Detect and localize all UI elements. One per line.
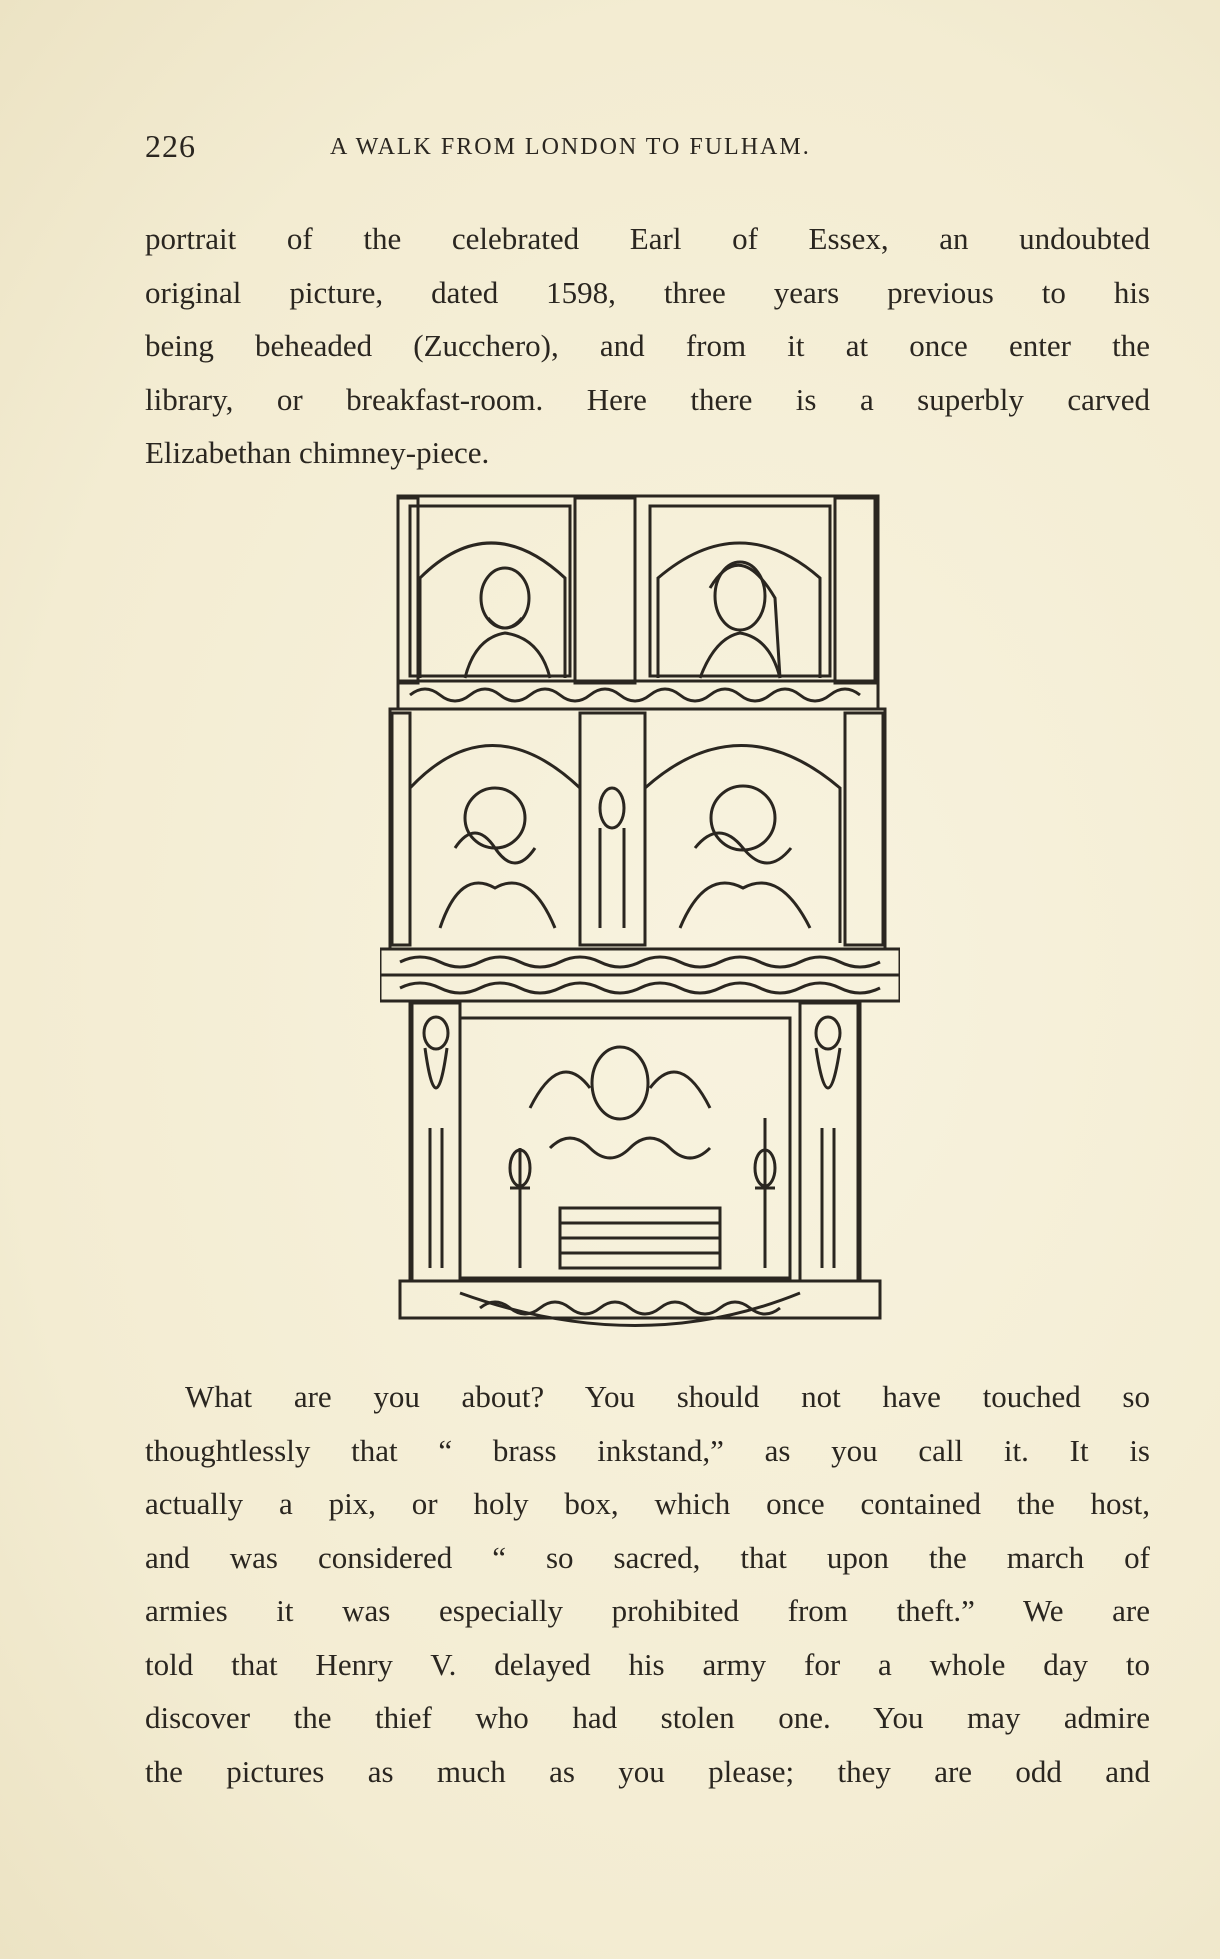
fireback-crest	[592, 1047, 648, 1119]
text-line: original picture, dated 1598, three years previous to his	[145, 274, 1150, 310]
text-line: being beheaded (Zucchero), and from it at once enter the	[145, 328, 1150, 363]
page-number: 226	[145, 128, 196, 164]
text-line: actually a pix, or holy box, which once contained the host,	[145, 1486, 1150, 1521]
upper-tier-frame	[398, 496, 878, 681]
middle-tier-frame	[390, 709, 885, 949]
text-line: portrait of the celebrated Earl of Essex, an undoubted	[145, 221, 1150, 256]
chimney-piece-engraving	[380, 488, 900, 1350]
text-line: told that Henry V. delayed his army for a whole day to	[145, 1646, 1150, 1682]
running-title: A WALK FROM LONDON TO FULHAM.	[330, 134, 811, 160]
paragraph-2	[145, 1370, 1150, 1798]
text-line: Elizabethan chimney-piece.	[145, 435, 490, 470]
text-line: thoughtlessly that “ brass inkstand,” as you call it. It is	[145, 1432, 1150, 1468]
andiron-right	[755, 1118, 775, 1268]
paragraph-1	[145, 212, 1150, 480]
andiron-left	[510, 1148, 530, 1268]
chimney-piece-illustration	[380, 488, 900, 1350]
text-line: discover the thief who had stolen one. You may admire	[145, 1700, 1150, 1735]
text-line: the pictures as much as you please; they are odd and	[145, 1753, 1150, 1789]
text-line: What are you about? You should not have touched so	[185, 1379, 1150, 1414]
text-line: armies it was especially prohibited from theft.” We are	[145, 1593, 1150, 1628]
text-line: library, or breakfast-room. Here there is a superbly carved	[145, 381, 1150, 417]
page-header	[145, 128, 1145, 168]
text-line: and was considered “ so sacred, that upon the march of	[145, 1539, 1150, 1575]
